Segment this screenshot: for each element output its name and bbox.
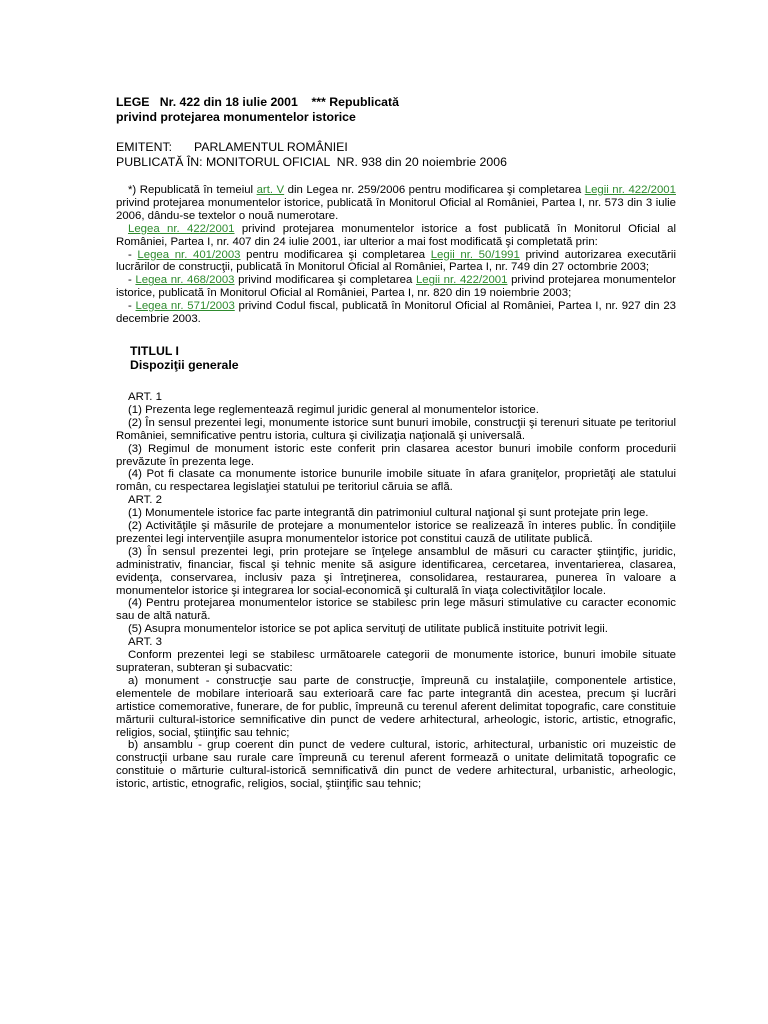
emitent-line xyxy=(116,140,676,155)
emitent-label: EMITENT: xyxy=(116,140,173,154)
republication-note: *) Republicată în temeiul art. V din Legea nr. 259/2006 pentru modificarea şi completarea Legii nr. 422/2001 privind protejarea monumentelor istorice, publicată în Monitorul Oficial al României, Partea I, nr. 573 din 3 iulie 2006, dându-se textelor o nouă numerotare. xyxy=(116,184,676,222)
article-paragraph: b) ansamblu - grup coerent din punct de vedere cultural, istoric, arhitectural, urbanistic ori muzeistic de construcţii urbane sau rurale care împreună cu terenul aferent formează o unitate delimitată topografic ce constituie o mărturie cultural-istorică semnificativă din punct de vedere arhitectural, urbanistic, arheologic, istoric, artistic, etnografic, religios, social, ştiinţific sau tehnic; xyxy=(116,739,676,791)
link-legii-422-2001-b[interactable]: Legii nr. 422/2001 xyxy=(415,274,508,287)
link-legii-422-2001[interactable]: Legii nr. 422/2001 xyxy=(584,184,676,196)
article-heading: ART. 3 xyxy=(128,636,162,649)
link-art-v[interactable]: art. V xyxy=(256,184,285,196)
law-title xyxy=(116,95,676,124)
article-paragraph: (1) Monumentele istorice fac parte integrantă din patrimoniul cultural naţional şi sunt protejate prin lege. xyxy=(128,507,649,520)
article-paragraph: Conform prezentei legi se stabilesc următoarele categorii de monumente istorice, bunuri imobile situate suprateran, subteran şi subacvatic: xyxy=(116,649,676,674)
link-legii-50-1991[interactable]: Legii nr. 50/1991 xyxy=(430,248,520,261)
article-paragraph: (4) Pot fi clasate ca monumente istorice bunurile imobile situate în afara graniţelor, proprietăţi ale statului român, cu respectarea legislaţiei statului pe teritoriul căruia se află. xyxy=(116,468,676,494)
publication-history-note: Legea nr. 422/2001 privind protejarea monumentelor istorice a fost publicată în Monitorul Oficial al României, Partea I, nr. 407 din 24 iulie 2001, iar ulterior a mai fost modificată şi completată prin: xyxy=(116,222,676,248)
amendment-item: - Legea nr. 401/2003 pentru modificarea şi completarea Legii nr. 50/1991 privind autorizarea executării lucrărilor de construcţii, publicată în Monitorul Oficial al României, Partea I, nr. 749 din 27 octombrie 2003; xyxy=(116,248,676,274)
article-heading: ART. 1 xyxy=(128,390,162,403)
title-name: Dispoziţii generale xyxy=(130,358,239,373)
article-paragraph: (5) Asupra monumentelor istorice se pot aplica servituţi de utilitate publică instituite potrivit legii. xyxy=(128,623,608,636)
law-title-line-1: LEGE Nr. 422 din 18 iulie 2001 *** Republicată xyxy=(116,95,399,109)
link-legea-401-2003[interactable]: Legea nr. 401/2003 xyxy=(137,248,241,261)
link-legea-571-2003[interactable]: Legea nr. 571/2003 xyxy=(135,300,235,313)
link-legea-422-2001[interactable]: Legea nr. 422/2001 xyxy=(128,222,235,235)
title-heading xyxy=(116,344,676,373)
link-legea-468-2003[interactable]: Legea nr. 468/2003 xyxy=(135,274,235,287)
article-paragraph: (2) Activităţile şi măsurile de protejare a monumentelor istorice se realizează în interes public. În condiţiile prezentei legi intervenţiile asupra monumentelor istorice pot constitui cauză de utilitate publică. xyxy=(116,520,676,545)
law-document xyxy=(116,95,676,791)
article-paragraph: (3) Regimul de monument istoric este conferit prin clasarea acestor bunuri imobile conform procedurii prevăzute în prezenta lege. xyxy=(116,442,676,468)
emitent-value: PARLAMENTUL ROMÂNIEI xyxy=(194,140,348,154)
articles-body xyxy=(116,391,676,791)
article-paragraph: (3) În sensul prezentei legi, prin protejare se înţelege ansamblul de măsuri cu caracter ştiinţific, juridic, administrativ, financiar, fiscal şi tehnic menite să asigure identificarea, cercetarea, inventarierea, clasarea, evidenţa, conservarea, inclusiv paza şi întreţinerea, consolidarea, restaurarea, punerea în valoare a monumentelor istorice şi integrarea lor social-economică şi culturală în viaţa colectivităţilor locale. xyxy=(116,545,676,597)
article-paragraph: (4) Pentru protejarea monumentelor istorice se stabilesc prin lege măsuri stimulative cu caracter economic sau de altă natură. xyxy=(116,597,676,623)
title-number: TITLUL I xyxy=(130,343,179,358)
amendment-item: - Legea nr. 468/2003 privind modificarea şi completarea Legii nr. 422/2001 privind protejarea monumentelor istorice, publicată în Monitorul Oficial al României, Partea I, nr. 820 din 19 noiembrie 2003; xyxy=(116,274,676,300)
article-heading: ART. 2 xyxy=(128,494,162,507)
law-title-line-2: privind protejarea monumentelor istorice xyxy=(116,109,356,124)
article-paragraph: a) monument - construcţie sau parte de construcţie, împreună cu instalaţiile, componentele artistice, elementele de mobilare interioară sau exterioară care fac parte integrantă din acestea, precum şi lucrări artistice comemorative, funerare, de for public, împreună cu terenul aferent delimitat topografic, care constituie mărturii cultural-istorice semnificative din punct de vedere arhitectural, arheologic, istoric, artistic, etnografic, religios, social, ştiinţific sau tehnic; xyxy=(116,674,676,739)
publicata-line: PUBLICATĂ ÎN: MONITORUL OFICIAL NR. 938 din 20 noiembrie 2006 xyxy=(116,155,507,169)
amendment-item: - Legea nr. 571/2003 privind Codul fiscal, publicată în Monitorul Oficial al României, Partea I, nr. 927 din 23 decembrie 2003. xyxy=(116,300,676,326)
article-paragraph: (1) Prezenta lege reglementează regimul juridic general al monumentelor istorice. xyxy=(128,403,539,416)
article-paragraph: (2) În sensul prezentei legi, monumente istorice sunt bunuri imobile, construcţii şi terenuri situate pe teritoriul României, semnificative pentru istoria, cultura şi civilizaţia naţională şi universală. xyxy=(116,416,676,442)
